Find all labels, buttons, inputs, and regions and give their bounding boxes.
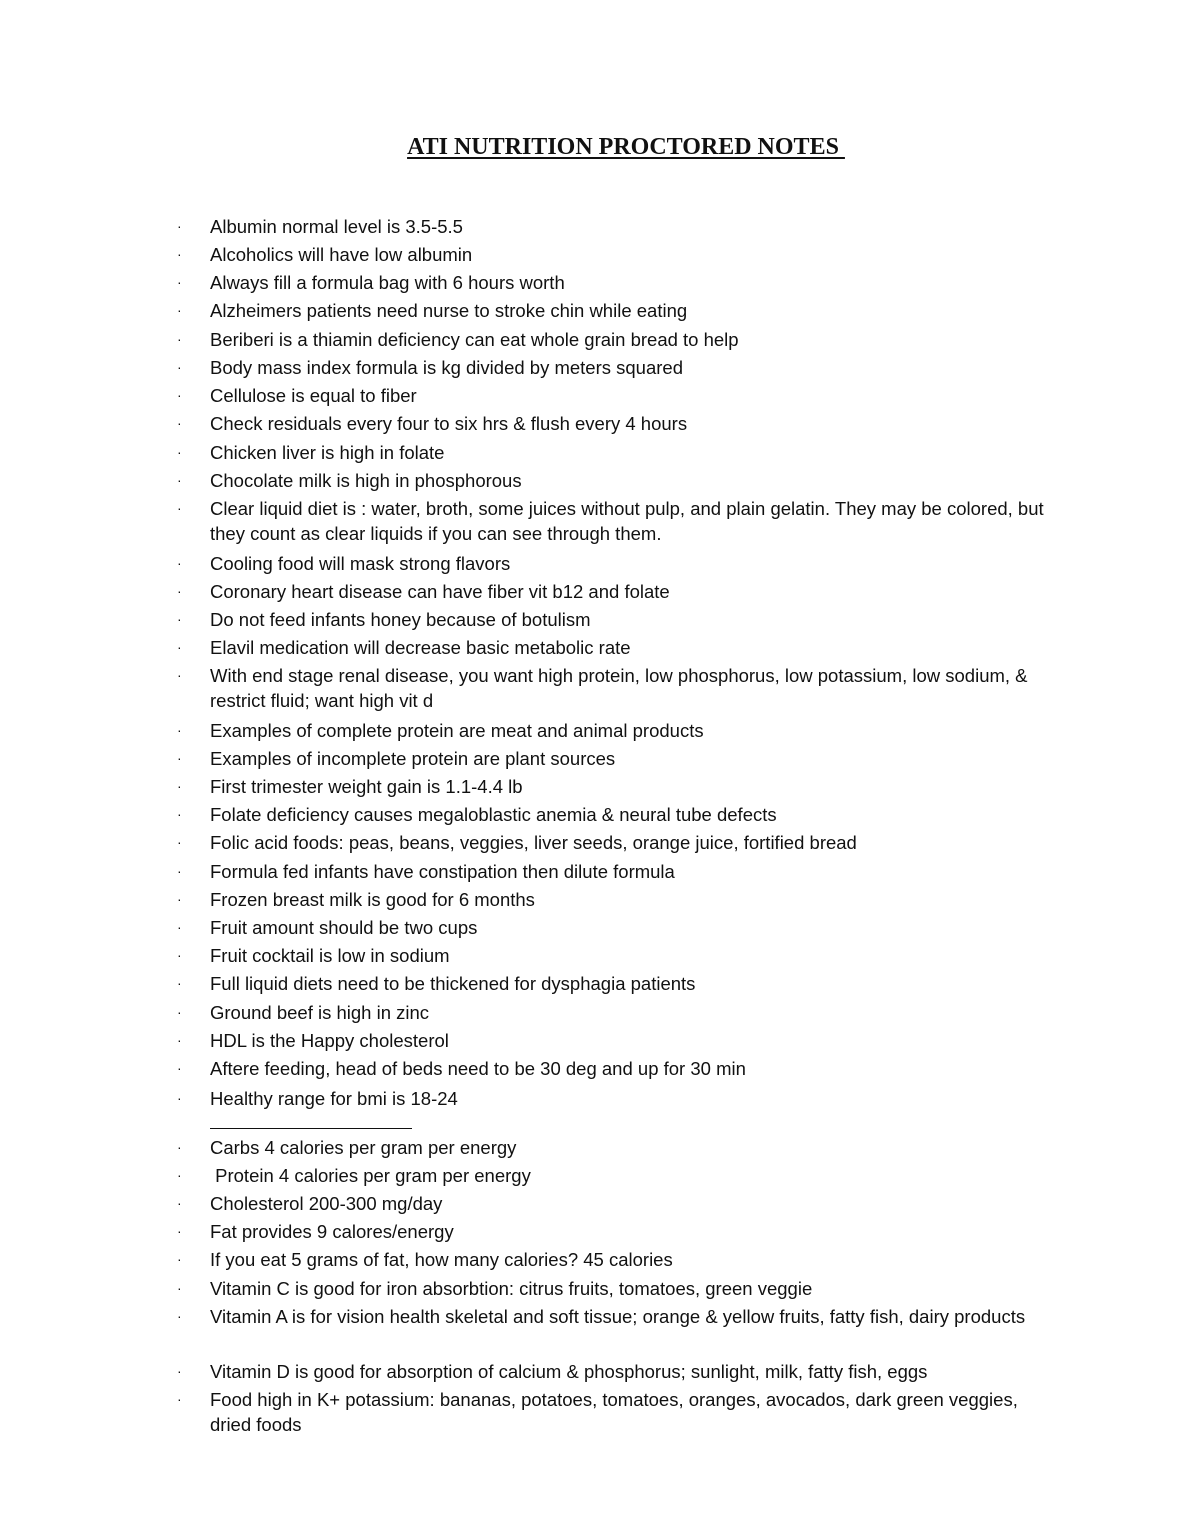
bullet-icon: · [177,1139,182,1155]
list-item [177,1276,1060,1301]
list-item-text: Chocolate milk is high in phosphorous [210,470,522,491]
bullet-icon: · [177,1195,182,1211]
bullet-icon: · [177,1363,182,1379]
list-item-text: Vitamin D is good for absorption of calcium & phosphorus; sunlight, milk, fatty fish, eggs [210,1361,928,1382]
bullet-icon: · [177,1004,182,1020]
list-item [177,327,1060,352]
list-item [177,802,1060,827]
bullet-icon: · [177,1280,182,1296]
list-item [177,383,1060,408]
list-item-text: Elavil medication will decrease basic metabolic rate [210,637,631,658]
list-item-text: Body mass index formula is kg divided by meters squared [210,357,683,378]
list-item [177,579,1060,604]
list-item [177,1056,1060,1081]
list-item-text: Vitamin C is good for iron absorbtion: citrus fruits, tomatoes, green veggie [210,1278,813,1299]
list-item-text: Food high in K+ potassium: bananas, potatoes, tomatoes, oranges, avocados, dark green veggies, dried foods [210,1389,1023,1435]
list-item [177,663,1060,713]
list-item-text: Alcoholics will have low albumin [210,244,473,265]
list-item [177,1000,1060,1025]
list-item [177,1191,1060,1216]
bullet-icon: · [177,891,182,907]
list-item-text: With end stage renal disease, you want high protein, low phosphorus, low potassium, low sodium, & restrict fluid; want high vit d [210,665,1033,711]
list-item [177,411,1060,436]
bullet-icon: · [177,500,182,516]
list-item [177,242,1060,267]
list-item [177,859,1060,884]
bullet-icon: · [177,359,182,375]
bullet-icon: · [177,863,182,879]
list-item [177,496,1060,546]
list-item-text: Ground beef is high in zinc [210,1002,430,1023]
list-item [177,355,1060,380]
bullet-icon: · [177,778,182,794]
list-item-text: Beriberi is a thiamin deficiency can eat whole grain bread to help [210,329,739,350]
list-item [177,298,1060,323]
list-item [177,1304,1060,1329]
list-item-text: Folic acid foods: peas, beans, veggies, liver seeds, orange juice, fortified bread [210,832,857,853]
list-item-text: Folate deficiency causes megaloblastic anemia & neural tube defects [210,804,777,825]
list-item [177,1028,1060,1053]
bullet-icon: · [177,387,182,403]
page-title: ATI NUTRITION PROCTORED NOTES [407,134,845,160]
bullet-icon: · [177,415,182,431]
bullet-icon: · [177,611,182,627]
list-item-text: Fruit cocktail is low in sodium [210,945,450,966]
bullet-icon: · [177,1223,182,1239]
list-item-text: Do not feed infants honey because of botulism [210,609,591,630]
bullet-icon: · [177,919,182,935]
list-item [177,270,1060,295]
list-item-text: Examples of incomplete protein are plant sources [210,748,616,769]
list-item [177,718,1060,743]
list-item-text: Check residuals every four to six hrs & flush every 4 hours [210,413,688,434]
bullet-icon: · [177,667,182,683]
list-item [177,468,1060,493]
bullet-icon: · [177,834,182,850]
list-item [177,440,1060,465]
list-item [177,774,1060,799]
bullet-icon: · [177,1308,182,1324]
bullet-icon: · [177,274,182,290]
list-item [177,915,1060,940]
bullet-icon: · [177,1032,182,1048]
list-item [177,746,1060,771]
list-item-text: Alzheimers patients need nurse to stroke chin while eating [210,300,688,321]
list-item-text: Formula fed infants have constipation then dilute formula [210,861,675,882]
bullet-icon: · [177,218,182,234]
bullet-icon: · [177,1251,182,1267]
section-divider [210,1128,412,1129]
bullet-icon: · [177,1391,182,1407]
list-item-text: Cholesterol 200-300 mg/day [210,1193,443,1214]
list-item [177,1247,1060,1272]
bullet-icon: · [177,722,182,738]
list-item-text: HDL is the Happy cholesterol [210,1030,449,1051]
bullet-icon: · [177,750,182,766]
list-item-text: Clear liquid diet is : water, broth, some juices without pulp, and plain gelatin. They may be colored, but they count as clear liquids if you can see through them. [210,498,1049,544]
bullet-icon: · [177,806,182,822]
bullet-icon: · [177,639,182,655]
bullet-icon: · [177,555,182,571]
list-item-text: Full liquid diets need to be thickened for dysphagia patients [210,973,696,994]
bullet-icon: · [177,975,182,991]
list-item [177,1219,1060,1244]
list-item [177,943,1060,968]
bullet-icon: · [177,1060,182,1076]
list-item [177,551,1060,576]
bullet-icon: · [177,583,182,599]
bullet-icon: · [177,302,182,318]
list-item-text: Protein 4 calories per gram per energy [210,1165,531,1186]
list-item [177,1387,1060,1437]
list-item-text: If you eat 5 grams of fat, how many calories? 45 calories [210,1249,673,1270]
bullet-icon: · [177,1090,182,1106]
list-item [177,1086,1060,1111]
list-item [177,830,1060,855]
list-item-text: Fat provides 9 calores/energy [210,1221,454,1242]
list-item-text: Always fill a formula bag with 6 hours worth [210,272,565,293]
list-item [177,635,1060,660]
bullet-icon: · [177,331,182,347]
bullet-icon: · [177,246,182,262]
list-item-text: First trimester weight gain is 1.1-4.4 lb [210,776,523,797]
list-item [177,971,1060,996]
list-item [177,887,1060,912]
list-item-text: Frozen breast milk is good for 6 months [210,889,535,910]
list-item [177,1359,1060,1384]
list-item-text: Fruit amount should be two cups [210,917,478,938]
list-item-text: Examples of complete protein are meat and animal products [210,720,704,741]
bullet-icon: · [177,472,182,488]
list-item-text: Carbs 4 calories per gram per energy [210,1137,517,1158]
list-item-text: Vitamin A is for vision health skeletal and soft tissue; orange & yellow fruits, fatty fish, dairy products [210,1306,1026,1327]
list-item [177,1163,1060,1188]
list-item-text: Aftere feeding, head of beds need to be 30 deg and up for 30 min [210,1058,746,1079]
list-item-text: Healthy range for bmi is 18-24 [210,1088,458,1109]
list-item-text: Cellulose is equal to fiber [210,385,417,406]
list-item-text: Cooling food will mask strong flavors [210,553,511,574]
list-item [177,214,1060,239]
bullet-icon: · [177,947,182,963]
bullet-icon: · [177,444,182,460]
bullet-icon: · [177,1167,182,1183]
list-item-text: Albumin normal level is 3.5-5.5 [210,216,463,237]
list-item-text: Chicken liver is high in folate [210,442,445,463]
list-item [177,607,1060,632]
list-item [177,1135,1060,1160]
list-item-text: Coronary heart disease can have fiber vit b12 and folate [210,581,670,602]
